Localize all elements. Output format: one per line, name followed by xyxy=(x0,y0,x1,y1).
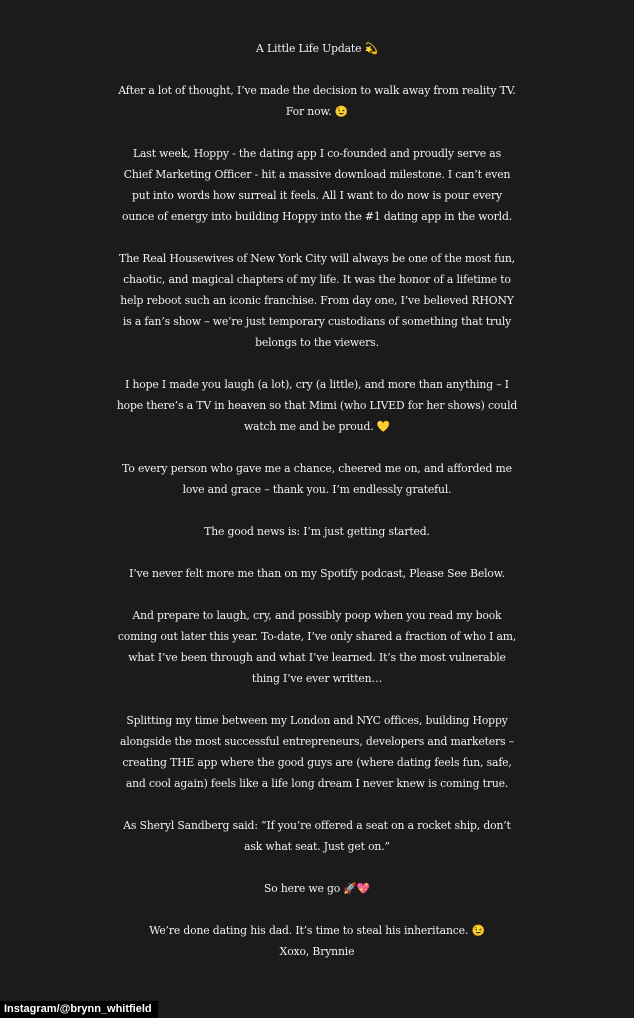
text-line: thing I’ve ever written… xyxy=(251,672,383,685)
text-line: Splitting my time between my London and NYC offices, building Hoppy xyxy=(126,714,508,727)
text-line: After a lot of thought, I’ve made the decision to walk away from reality TV. xyxy=(118,84,516,97)
text-line: As Sheryl Sandberg said: “If you’re offered a seat on a rocket ship, don’t xyxy=(123,819,511,832)
text-line: love and grace – thank you. I’m endlessly grateful. xyxy=(182,483,452,496)
text-line: For now. 😉 xyxy=(285,105,349,118)
paragraph-11 xyxy=(0,878,634,899)
text-line: Chief Marketing Officer - hit a massive download milestone. I can’t even xyxy=(123,168,511,181)
text-line: hope there’s a TV in heaven so that Mimi (who LIVED for her shows) could xyxy=(116,399,518,412)
text-line: watch me and be proud. 💛 xyxy=(243,420,391,433)
paragraph-5 xyxy=(0,458,634,500)
paragraph-4 xyxy=(0,374,634,437)
text-line: alongside the most successful entrepreneurs, developers and marketers – xyxy=(120,735,514,748)
text-line: I hope I made you laugh (a lot), cry (a little), and more than anything – I xyxy=(125,378,509,391)
text-line: So here we go 🚀💖 xyxy=(263,882,371,895)
text-line: The Real Housewives of New York City will always be one of the most fun, xyxy=(119,252,515,265)
text-line: help reboot such an iconic franchise. From day one, I’ve believed RHONY xyxy=(120,294,514,307)
text-line: and cool again) feels like a life long dream I never knew is coming true. xyxy=(125,777,509,790)
text-line: coming out later this year. To-date, I’ve only shared a fraction of who I am, xyxy=(117,630,517,643)
paragraph-12 xyxy=(0,920,634,962)
text-line: Last week, Hoppy - the dating app I co-founded and proudly serve as xyxy=(133,147,501,160)
text-line: chaotic, and magical chapters of my life. It was the honor of a lifetime to xyxy=(123,273,511,286)
text-line: We’re done dating his dad. It’s time to steal his inheritance. 😉 xyxy=(149,924,485,937)
text-line: To every person who gave me a chance, cheered me on, and afforded me xyxy=(122,462,512,475)
paragraph-10 xyxy=(0,815,634,857)
text-line: And prepare to laugh, cry, and possibly poop when you read my book xyxy=(132,609,502,622)
text-line: what I’ve been through and what I’ve learned. It’s the most vulnerable xyxy=(128,651,506,664)
text-line: I’ve never felt more me than on my Spotify podcast, Please See Below. xyxy=(129,567,505,580)
text-line: ask what seat. Just get on.” xyxy=(244,840,390,853)
text-line: The good news is: I’m just getting started. xyxy=(204,525,430,538)
text-line: creating THE app where the good guys are (where dating feels fun, safe, xyxy=(122,756,512,769)
paragraph-7 xyxy=(0,563,634,584)
text-line: belongs to the viewers. xyxy=(255,336,379,349)
paragraph-2 xyxy=(0,143,634,227)
paragraph-3 xyxy=(0,248,634,353)
paragraph-8 xyxy=(0,605,634,689)
paragraph-1 xyxy=(0,80,634,122)
story-title: A Little Life Update 💫 xyxy=(256,42,378,55)
paragraph-6 xyxy=(0,521,634,542)
text-line: ounce of energy into building Hoppy into the #1 dating app in the world. xyxy=(121,210,513,223)
paragraph-9 xyxy=(0,710,634,794)
text-line: is a fan’s show – we’re just temporary custodians of something that truly xyxy=(122,315,512,328)
photo-credit: Instagram/@brynn_whitfield xyxy=(0,1001,158,1018)
signature-line: Xoxo, Brynnie xyxy=(279,945,355,958)
story-text xyxy=(0,38,634,962)
text-line: put into words how surreal it feels. All I want to do now is pour every xyxy=(132,189,502,202)
